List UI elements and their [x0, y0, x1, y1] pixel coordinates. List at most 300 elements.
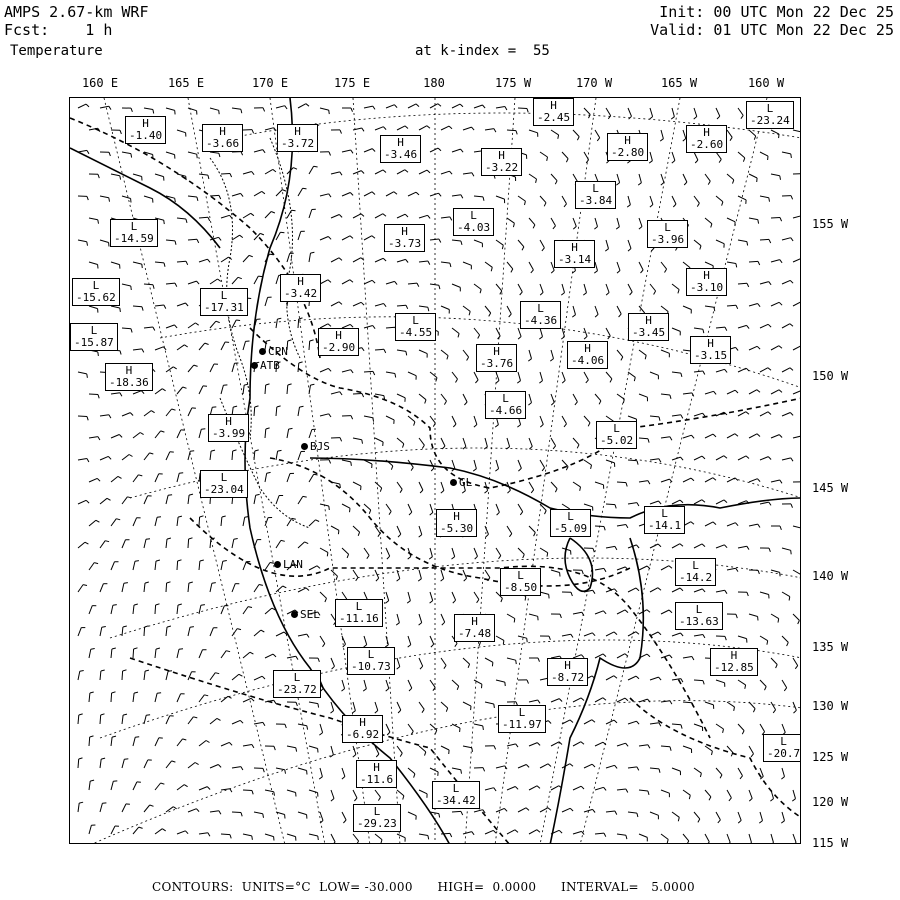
extremum-box[interactable]: [280, 274, 321, 302]
wind-barb-shaft: [89, 693, 90, 702]
wind-barb-shaft: [716, 240, 724, 244]
wind-barb-feather: [425, 752, 426, 756]
wind-barb-shaft: [551, 742, 559, 746]
wind-barb-feather: [555, 181, 557, 185]
wind-barb-shaft: [793, 614, 799, 620]
wind-barb-feather: [387, 556, 390, 559]
wind-barb-feather: [725, 590, 727, 593]
wind-barb-shaft: [441, 570, 444, 579]
wind-barb-feather: [97, 478, 100, 481]
wind-barb-shaft: [144, 496, 148, 504]
wind-barb-shaft: [650, 372, 658, 375]
extremum-box[interactable]: [500, 568, 541, 596]
wind-barb-feather: [157, 693, 161, 694]
wind-barb-feather: [743, 158, 744, 162]
wind-barb-shaft: [496, 460, 499, 469]
wind-barb-shaft: [100, 627, 102, 636]
wind-barb-shaft: [122, 583, 124, 592]
extremum-box[interactable]: [690, 336, 731, 364]
wind-barb-shaft: [771, 570, 780, 572]
wind-barb-shaft: [133, 262, 142, 264]
station-sel[interactable]: SEL: [300, 608, 320, 621]
wind-barb-shaft: [177, 345, 184, 350]
wind-barb-feather: [179, 649, 183, 650]
wind-barb-shaft: [628, 767, 637, 768]
extremum-box[interactable]: [533, 98, 574, 126]
extremum-box[interactable]: [200, 470, 248, 498]
wind-barb-shaft: [111, 476, 118, 482]
wind-barb-shaft: [353, 526, 360, 532]
wind-barb-feather: [403, 444, 404, 448]
wind-barb-shaft: [672, 588, 680, 592]
wind-barb-feather: [338, 530, 339, 534]
wind-barb-feather: [168, 495, 172, 496]
wind-barb-feather: [659, 769, 660, 773]
wind-barb-shaft: [683, 174, 687, 182]
wind-barb-shaft: [694, 768, 701, 773]
extremum-box[interactable]: [342, 715, 383, 743]
wind-barb-shaft: [529, 786, 537, 790]
station-atb[interactable]: ATB: [260, 359, 280, 372]
wind-barb-feather: [145, 670, 149, 671]
wind-barb-feather: [395, 374, 396, 378]
extremum-box[interactable]: [763, 734, 801, 762]
wind-barb-feather: [736, 347, 739, 350]
wind-barb-shaft: [353, 171, 361, 174]
extremum-type: L: [367, 648, 375, 661]
wind-barb-feather: [615, 811, 617, 815]
wind-barb-shaft: [573, 306, 576, 315]
wind-barb-feather: [381, 840, 382, 844]
wind-barb-feather: [271, 212, 275, 214]
extremum-box[interactable]: [675, 602, 723, 630]
wind-barb-shaft: [683, 478, 691, 482]
wind-barb-feather: [795, 666, 797, 669]
extremum-type: L: [220, 471, 228, 484]
wind-barb-shaft: [562, 460, 568, 467]
wind-barb-feather: [472, 173, 474, 176]
wind-barb-shaft: [331, 172, 340, 174]
wind-barb-shaft: [463, 394, 467, 402]
map-panel[interactable]: [69, 97, 801, 844]
wind-barb-feather: [328, 280, 331, 283]
extremum-box[interactable]: [347, 647, 395, 675]
wind-barb-shaft: [89, 218, 98, 220]
wind-barb-feather: [588, 423, 590, 427]
wind-barb-shaft: [595, 654, 603, 658]
wind-barb-feather: [417, 283, 419, 287]
wind-barb-shaft: [661, 350, 669, 353]
wind-barb-shaft: [309, 210, 312, 219]
wind-barb-shaft: [496, 548, 501, 556]
wind-barb-shaft: [452, 416, 456, 424]
wind-barb-feather: [109, 106, 111, 109]
wind-barb-shaft: [221, 215, 230, 218]
wind-barb-feather: [340, 392, 342, 395]
wind-barb-shaft: [276, 319, 277, 328]
extremum-box[interactable]: [273, 670, 321, 698]
station-gl[interactable]: GL: [459, 476, 473, 489]
wind-barb-feather: [483, 768, 485, 772]
wind-barb-shaft: [320, 812, 323, 821]
wind-barb-feather: [708, 181, 710, 184]
wind-barb-feather: [483, 197, 484, 201]
extremum-box[interactable]: [520, 301, 561, 329]
wind-barb-feather: [362, 394, 364, 398]
extremum-box[interactable]: [498, 705, 546, 733]
wind-barb-shaft: [474, 460, 476, 469]
wind-barb-shaft: [243, 172, 252, 175]
wind-barb-feather: [516, 744, 518, 747]
wind-barb-shaft: [606, 546, 615, 548]
wind-barb-feather: [186, 219, 187, 223]
extremum-box[interactable]: [356, 760, 397, 788]
extremum-box[interactable]: [353, 804, 401, 832]
wind-barb-feather: [391, 466, 392, 470]
extremum-box[interactable]: [395, 313, 436, 341]
wind-barb-shaft: [342, 768, 345, 777]
wind-barb-feather: [526, 765, 529, 768]
wind-barb-shaft: [298, 768, 307, 771]
wind-barb-shaft: [562, 808, 570, 812]
wind-barb-feather: [725, 327, 727, 331]
wind-barb-shaft: [254, 722, 263, 724]
wind-barb-feather: [120, 351, 121, 355]
wind-barb-feather: [619, 314, 622, 317]
extremum-box[interactable]: [72, 278, 120, 306]
wind-barb-shaft: [749, 130, 756, 136]
wind-barb-shaft: [221, 651, 226, 658]
extremum-box[interactable]: [710, 648, 758, 676]
wind-barb-feather: [200, 516, 204, 517]
wind-barb-feather: [367, 555, 369, 558]
wind-barb-shaft: [551, 699, 559, 702]
extremum-type: L: [355, 600, 363, 613]
wind-barb-feather: [746, 412, 749, 415]
wind-barb-feather: [593, 548, 594, 552]
extremum-value: -3.66: [206, 137, 240, 150]
wind-barb-feather: [492, 662, 493, 666]
extremum-box[interactable]: [200, 288, 248, 316]
wind-barb-shaft: [694, 413, 703, 416]
wind-barb-shaft: [243, 213, 251, 218]
wind-barb-shaft: [155, 474, 159, 482]
extremum-box[interactable]: [554, 240, 595, 268]
extremum-type: L: [695, 603, 703, 616]
extremum-box[interactable]: [746, 101, 794, 129]
wind-barb-feather: [329, 194, 331, 197]
wind-barb-shaft: [430, 636, 434, 644]
wind-barb-feather: [455, 643, 457, 646]
wind-barb-shaft: [89, 563, 94, 570]
wind-barb-feather: [461, 195, 463, 199]
wind-barb-feather: [572, 315, 575, 317]
wind-barb-shaft: [78, 585, 83, 592]
wind-barb-shaft: [441, 126, 449, 130]
extremum-type: L: [567, 510, 574, 523]
wind-barb-feather: [161, 783, 165, 784]
wind-barb-feather: [420, 490, 423, 493]
wind-barb-feather: [358, 532, 359, 536]
station-bjs[interactable]: BJS: [310, 440, 330, 453]
wind-barb-shaft: [529, 174, 537, 179]
wind-barb-shaft: [133, 475, 138, 482]
extremum-box[interactable]: [454, 614, 495, 642]
wind-barb-feather: [406, 305, 408, 309]
extremum-value: -18.36: [109, 376, 149, 389]
extremum-value: -3.84: [579, 194, 613, 207]
wind-barb-feather: [769, 502, 771, 505]
wind-barb-feather: [162, 389, 165, 391]
wind-barb-shaft: [573, 130, 579, 137]
wind-barb-shaft: [287, 746, 296, 748]
wind-barb-shaft: [353, 746, 356, 755]
wind-barb-shaft: [309, 834, 318, 836]
wind-barb-shaft: [386, 592, 389, 601]
wind-barb-feather: [164, 263, 165, 267]
wind-barb-shaft: [78, 416, 87, 417]
wind-barb-shaft: [595, 482, 604, 485]
wind-barb-feather: [791, 504, 793, 508]
extremum-box[interactable]: [644, 506, 685, 534]
extremum-box[interactable]: [628, 313, 669, 341]
wind-barb-shaft: [672, 415, 681, 416]
wind-barb-shaft: [188, 152, 197, 154]
wind-barb-shaft: [177, 430, 181, 438]
wind-barb-shaft: [639, 218, 642, 227]
wind-barb-feather: [87, 417, 88, 421]
extremum-box[interactable]: [380, 135, 421, 163]
extremum-value: -15.62: [76, 291, 116, 304]
station-cpn[interactable]: CPN: [268, 345, 288, 358]
wind-barb-feather: [185, 831, 188, 834]
wind-barb-feather: [659, 723, 661, 727]
wind-barb-feather: [577, 137, 579, 141]
wind-barb-feather: [400, 753, 402, 756]
wind-barb-shaft: [331, 302, 339, 306]
wind-barb-shaft: [496, 680, 505, 682]
wind-barb-feather: [186, 261, 188, 265]
wind-barb-shaft: [606, 460, 615, 463]
wind-barb-shaft: [397, 746, 402, 753]
extremum-box[interactable]: [125, 116, 166, 144]
wind-barb-feather: [790, 413, 793, 416]
wind-barb-feather: [240, 235, 243, 237]
wind-barb-feather: [736, 614, 737, 618]
wind-barb-feather: [193, 717, 197, 718]
extremum-box[interactable]: [432, 781, 480, 809]
wind-barb-feather: [538, 658, 540, 662]
wind-barb-shaft: [408, 768, 415, 774]
extremum-box[interactable]: [481, 148, 522, 176]
wind-barb-shaft: [661, 306, 668, 312]
wind-barb-feather: [700, 246, 701, 250]
extremum-box[interactable]: [277, 124, 318, 152]
wind-barb-feather: [411, 467, 413, 470]
wind-barb-feather: [793, 843, 796, 845]
wind-barb-shaft: [540, 372, 543, 381]
wind-barb-feather: [520, 292, 523, 295]
wind-barb-feather: [362, 128, 364, 131]
wind-barb-shaft: [419, 790, 427, 794]
wind-barb-shaft: [452, 372, 458, 379]
wind-barb-shaft: [320, 108, 329, 110]
extremum-box[interactable]: [476, 344, 517, 372]
wind-barb-feather: [139, 827, 143, 828]
extremum-box[interactable]: [647, 220, 688, 248]
wind-barb-shaft: [727, 434, 735, 438]
field-name: Temperature: [10, 43, 103, 59]
extremum-box[interactable]: [208, 414, 249, 442]
wind-barb-feather: [184, 345, 187, 347]
wind-barb-shaft: [298, 634, 307, 636]
wind-barb-shaft: [155, 561, 156, 570]
extremum-value: -3.46: [384, 148, 418, 161]
wind-barb-feather: [573, 226, 576, 229]
extremum-value: -29.23: [357, 817, 397, 830]
wind-barb-feather: [406, 259, 409, 262]
lat-label-145w: 145 W: [812, 481, 849, 495]
wind-barb-shaft: [617, 350, 623, 357]
extremum-box[interactable]: [436, 509, 477, 537]
wind-barb-shaft: [243, 385, 244, 394]
wind-barb-shaft: [144, 583, 145, 592]
extremum-box[interactable]: [318, 328, 359, 356]
extremum-value: -3.72: [281, 137, 315, 150]
extremum-box[interactable]: [202, 124, 243, 152]
wind-barb-shaft: [419, 658, 423, 666]
wind-barb-shaft: [331, 658, 335, 666]
wind-barb-shaft: [650, 416, 659, 417]
wind-barb-feather: [735, 390, 738, 393]
wind-barb-shaft: [540, 328, 543, 337]
wind-barb-shaft: [529, 438, 532, 446]
wind-barb-shaft: [276, 586, 283, 592]
wind-barb-feather: [531, 490, 534, 493]
extremum-box[interactable]: [547, 658, 588, 686]
wind-barb-feather: [597, 138, 599, 141]
extremum-box[interactable]: [686, 125, 727, 153]
extremum-type: L: [220, 289, 228, 302]
extremum-box[interactable]: [550, 509, 591, 537]
wind-barb-feather: [518, 468, 521, 471]
extremum-box[interactable]: [675, 558, 716, 586]
wind-barb-shaft: [606, 676, 614, 680]
wind-barb-feather: [340, 130, 342, 134]
extremum-box[interactable]: [607, 133, 648, 161]
wind-barb-shaft: [265, 473, 267, 482]
extremum-box[interactable]: [110, 219, 158, 247]
wind-barb-feather: [452, 557, 455, 560]
wind-barb-shaft: [408, 592, 410, 601]
wind-barb-feather: [494, 746, 496, 750]
extremum-value: -10.73: [351, 660, 391, 673]
wind-barb-feather: [327, 552, 328, 556]
wind-barb-feather: [499, 556, 501, 559]
extremum-box[interactable]: [384, 224, 425, 252]
wind-barb-feather: [645, 355, 646, 359]
extremum-value: -17.31: [204, 301, 244, 314]
wind-barb-shaft: [507, 787, 515, 791]
wind-barb-shaft: [210, 583, 212, 592]
wind-barb-shaft: [727, 130, 732, 137]
wind-barb-shaft: [485, 306, 491, 313]
wind-barb-feather: [120, 308, 121, 312]
wind-barb-shaft: [782, 768, 785, 777]
extremum-box[interactable]: [105, 363, 153, 391]
wind-barb-feather: [217, 718, 221, 720]
wind-barb-shaft: [573, 831, 582, 834]
wind-barb-feather: [751, 754, 754, 757]
wind-barb-shaft: [287, 790, 296, 793]
wind-barb-shaft: [353, 834, 359, 841]
extremum-box[interactable]: [567, 341, 608, 369]
wind-barb-feather: [318, 704, 319, 708]
extremum-box[interactable]: [335, 599, 383, 627]
wind-barb-feather: [156, 604, 160, 605]
wind-barb-feather: [780, 260, 782, 263]
extremum-box[interactable]: [453, 208, 494, 236]
extremum-box[interactable]: [596, 421, 637, 449]
wind-barb-feather: [562, 380, 565, 383]
wind-barb-feather: [558, 135, 559, 139]
wind-barb-shaft: [276, 275, 279, 284]
wind-barb-feather: [354, 798, 357, 801]
wind-barb-feather: [650, 117, 653, 120]
wind-barb-shaft: [595, 611, 603, 614]
extremum-type: H: [294, 125, 301, 138]
wind-barb-feather: [637, 767, 639, 771]
wind-barb-feather: [350, 193, 353, 196]
wind-barb-shaft: [199, 386, 203, 394]
wind-barb-shaft: [122, 804, 126, 812]
wind-barb-feather: [727, 842, 730, 844]
wind-barb-feather: [373, 371, 375, 375]
wind-barb-feather: [251, 213, 254, 215]
wind-barb-shaft: [166, 627, 167, 636]
wind-barb-shaft: [749, 790, 752, 798]
wind-barb-feather: [296, 702, 297, 706]
station-lan[interactable]: LAN: [283, 558, 303, 571]
wind-barb-feather: [593, 590, 595, 593]
extremum-box[interactable]: [686, 268, 727, 296]
wind-barb-shaft: [595, 568, 604, 570]
wind-barb-shaft: [331, 746, 333, 755]
extremum-box[interactable]: [485, 391, 526, 419]
wind-barb-shaft: [441, 702, 448, 708]
wind-barb-feather: [625, 610, 628, 613]
wind-barb-shaft: [485, 570, 490, 578]
wind-barb-feather: [285, 770, 286, 774]
wind-barb-feather: [713, 434, 716, 437]
wind-barb-shaft: [111, 693, 112, 702]
wind-barb-feather: [671, 117, 674, 119]
wind-barb-shaft: [782, 592, 790, 597]
extremum-box[interactable]: [575, 181, 616, 209]
wind-barb-feather: [120, 130, 121, 134]
wind-barb-shaft: [133, 737, 135, 746]
extremum-box[interactable]: [70, 323, 118, 351]
wind-barb-shaft: [364, 416, 373, 418]
wind-barb-shaft: [221, 789, 230, 790]
wind-barb-shaft: [683, 657, 692, 659]
wind-barb-shaft: [573, 218, 576, 226]
wind-barb-shaft: [452, 195, 461, 196]
extremum-value: -11.6: [360, 773, 394, 786]
extremum-value: -5.30: [440, 522, 474, 535]
extremum-type: H: [498, 149, 505, 162]
wind-barb-feather: [599, 401, 601, 405]
